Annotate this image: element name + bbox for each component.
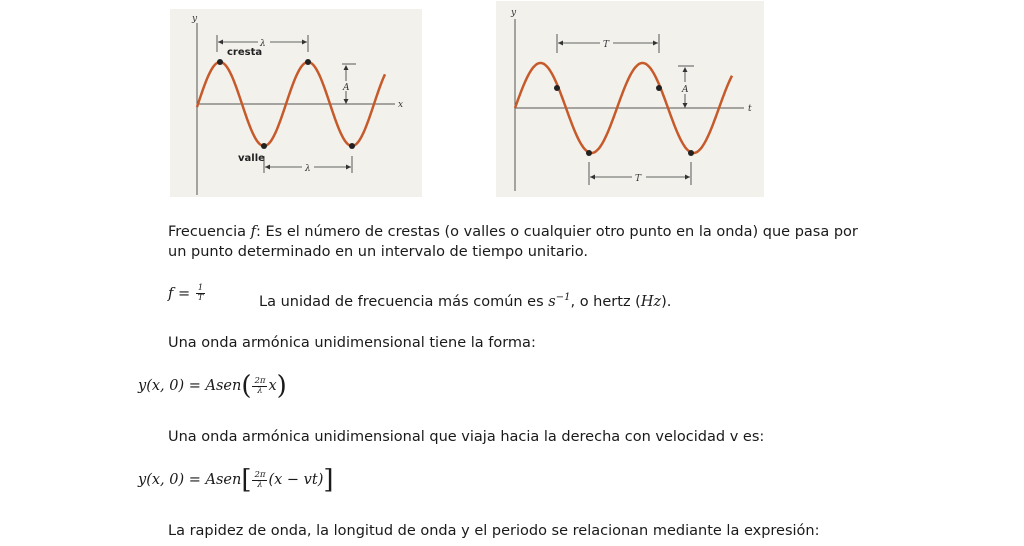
relation-intro: La rapidez de onda, la longitud de onda y el periodo se relacionan mediante la expresión: xyxy=(168,523,820,539)
trough-point xyxy=(261,143,267,149)
wave-point xyxy=(554,85,560,91)
crest-point xyxy=(217,59,223,65)
harmonic-lhs: y(x, 0) = Asen xyxy=(138,378,242,394)
wavelength-figure xyxy=(170,9,422,197)
wave-point xyxy=(688,150,694,156)
crest-label: cresta xyxy=(227,47,263,58)
trough-point xyxy=(349,143,355,149)
period-figure xyxy=(496,1,764,197)
harmonic-fraction: $\frac{2\pi}{\lambda}$ xyxy=(254,375,266,396)
traveling-arg: (x − vt) xyxy=(268,472,324,488)
wavelength-label-bottom: λ xyxy=(305,164,311,174)
traveling-fraction: $\frac{2\pi}{\lambda}$ xyxy=(254,469,266,490)
frequency-definition-line2: un punto determinado en un intervalo de tiempo unitario. xyxy=(168,244,588,260)
traveling-equation: y(x, 0) = Asen [ $\frac{2\pi}{\lambda}$ (x − vt) ] xyxy=(138,465,334,495)
frequency-lhs: f = xyxy=(168,285,191,302)
harmonic-intro: Una onda armónica unidimensional tiene la forma: xyxy=(168,335,536,351)
frequency-formula xyxy=(168,284,206,303)
y-axis-label: y xyxy=(511,8,517,18)
frequency-symbol: f xyxy=(250,224,256,240)
period-label-bottom: T xyxy=(635,174,642,184)
x-axis-label: x xyxy=(398,100,404,110)
y-axis-label: y xyxy=(192,14,198,24)
traveling-intro: Una onda armónica unidimensional que viaja hacia la derecha con velocidad v es: xyxy=(168,429,765,445)
wavelength-label-top: λ xyxy=(260,39,266,49)
frequency-fraction: $\frac{1}{T}$ xyxy=(197,283,204,303)
harmonic-equation: y(x, 0) = Asen ( $\frac{2\pi}{\lambda}$ x ) xyxy=(138,371,287,401)
crest-point xyxy=(305,59,311,65)
period-label-top: T xyxy=(603,40,610,50)
frequency-unit: La unidad de frecuencia más común es $s^{-1}$, o hertz (Hz). xyxy=(259,292,672,310)
amplitude-label: A xyxy=(343,83,350,93)
harmonic-arg: x xyxy=(268,378,277,394)
trough-label: valle xyxy=(238,153,265,164)
t-axis-label: t xyxy=(748,104,752,114)
frequency-definition-text: : Es el número de crestas (o valles o cualquier otro punto en la onda) que pasa por xyxy=(256,224,858,240)
wave-point xyxy=(586,150,592,156)
traveling-lhs: y(x, 0) = Asen xyxy=(138,472,242,488)
amplitude-label: A xyxy=(682,85,689,95)
wave-point xyxy=(656,85,662,91)
frequency-definition: Frecuencia f: Es el número de crestas (o valles o cualquier otro punto en la onda) que pasa por xyxy=(168,224,858,240)
